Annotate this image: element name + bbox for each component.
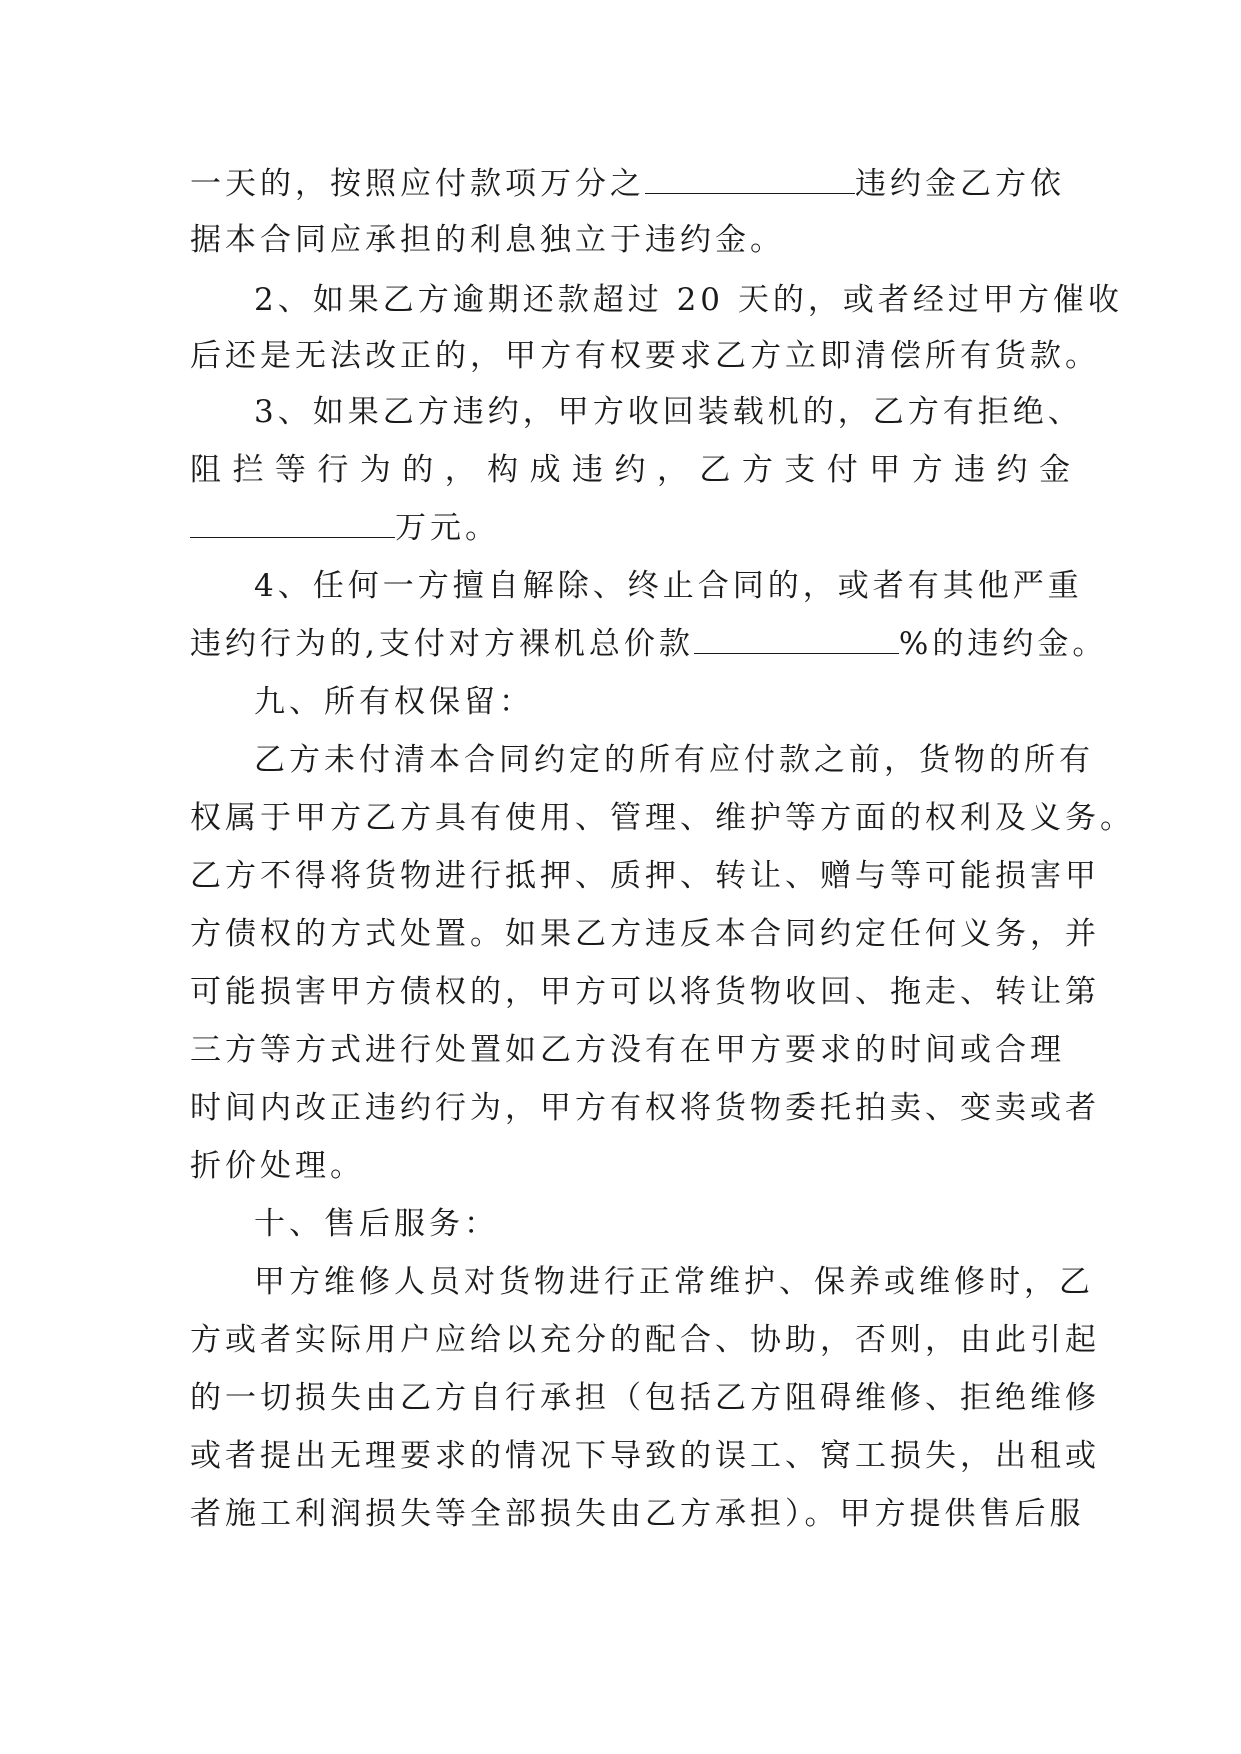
text-segment: 万元。 [395, 510, 500, 546]
clause-4: 4、任何一方擅自解除、终止合同的，或者有其他严重 [254, 568, 1083, 604]
text-line: 时间内改正违约行为，甲方有权将货物委托拍卖、变卖或者 [190, 1090, 1100, 1126]
text-line [190, 162, 1070, 206]
clause-3: 3、如果乙方违约，甲方收回装载机的，乙方有拒绝、 [254, 394, 1083, 430]
text-line: 乙方不得将货物进行抵押、质押、转让、赠与等可能损害甲 [190, 858, 1100, 894]
section-heading-nine: 九、所有权保留： [254, 684, 534, 720]
fill-in-blank [190, 507, 395, 538]
text-segment: 一天的，按照应付款项万分之 [190, 166, 645, 202]
text-segment: 违约金乙方依 [855, 166, 1065, 202]
text-line: 阻拦等行为的，构成违约，乙方支付甲方违约金 [190, 452, 1070, 488]
text-line: 据本合同应承担的利息独立于违约金。 [190, 222, 785, 258]
text-line: 乙方未付清本合同约定的所有应付款之前，货物的所有 [254, 742, 1094, 778]
text-line: 者施工利润损失等全部损失由乙方承担）。甲方提供售后服 [190, 1496, 1085, 1532]
text-line [190, 622, 1108, 666]
text-line [190, 506, 1070, 550]
fill-in-blank [694, 623, 899, 654]
text-line: 权属于甲方乙方具有使用、管理、维护等方面的权利及义务。 [190, 800, 1135, 836]
text-segment: 违约行为的,支付对方裸机总价款 [190, 626, 694, 662]
text-line: 三方等方式进行处置如乙方没有在甲方要求的时间或合理 [190, 1032, 1065, 1068]
text-line: 可能损害甲方债权的，甲方可以将货物收回、拖走、转让第 [190, 974, 1100, 1010]
clause-2: 2、如果乙方逾期还款超过 20 天的，或者经过甲方催收 [254, 282, 1123, 318]
text-line: 方债权的方式处置。如果乙方违反本合同约定任何义务，并 [190, 916, 1100, 952]
fill-in-blank [645, 163, 855, 194]
text-line: 甲方维修人员对货物进行正常维护、保养或维修时，乙 [254, 1264, 1094, 1300]
text-line: 折价处理。 [190, 1148, 365, 1184]
text-segment: %的违约金。 [898, 626, 1108, 662]
text-line: 或者提出无理要求的情况下导致的误工、窝工损失，出租或 [190, 1438, 1100, 1474]
section-heading-ten: 十、售后服务： [254, 1206, 499, 1242]
text-line: 后还是无法改正的，甲方有权要求乙方立即清偿所有货款。 [190, 338, 1100, 374]
text-line: 的一切损失由乙方自行承担（包括乙方阻碍维修、拒绝维修 [190, 1380, 1100, 1416]
text-line: 方或者实际用户应给以充分的配合、协助，否则，由此引起 [190, 1322, 1100, 1358]
